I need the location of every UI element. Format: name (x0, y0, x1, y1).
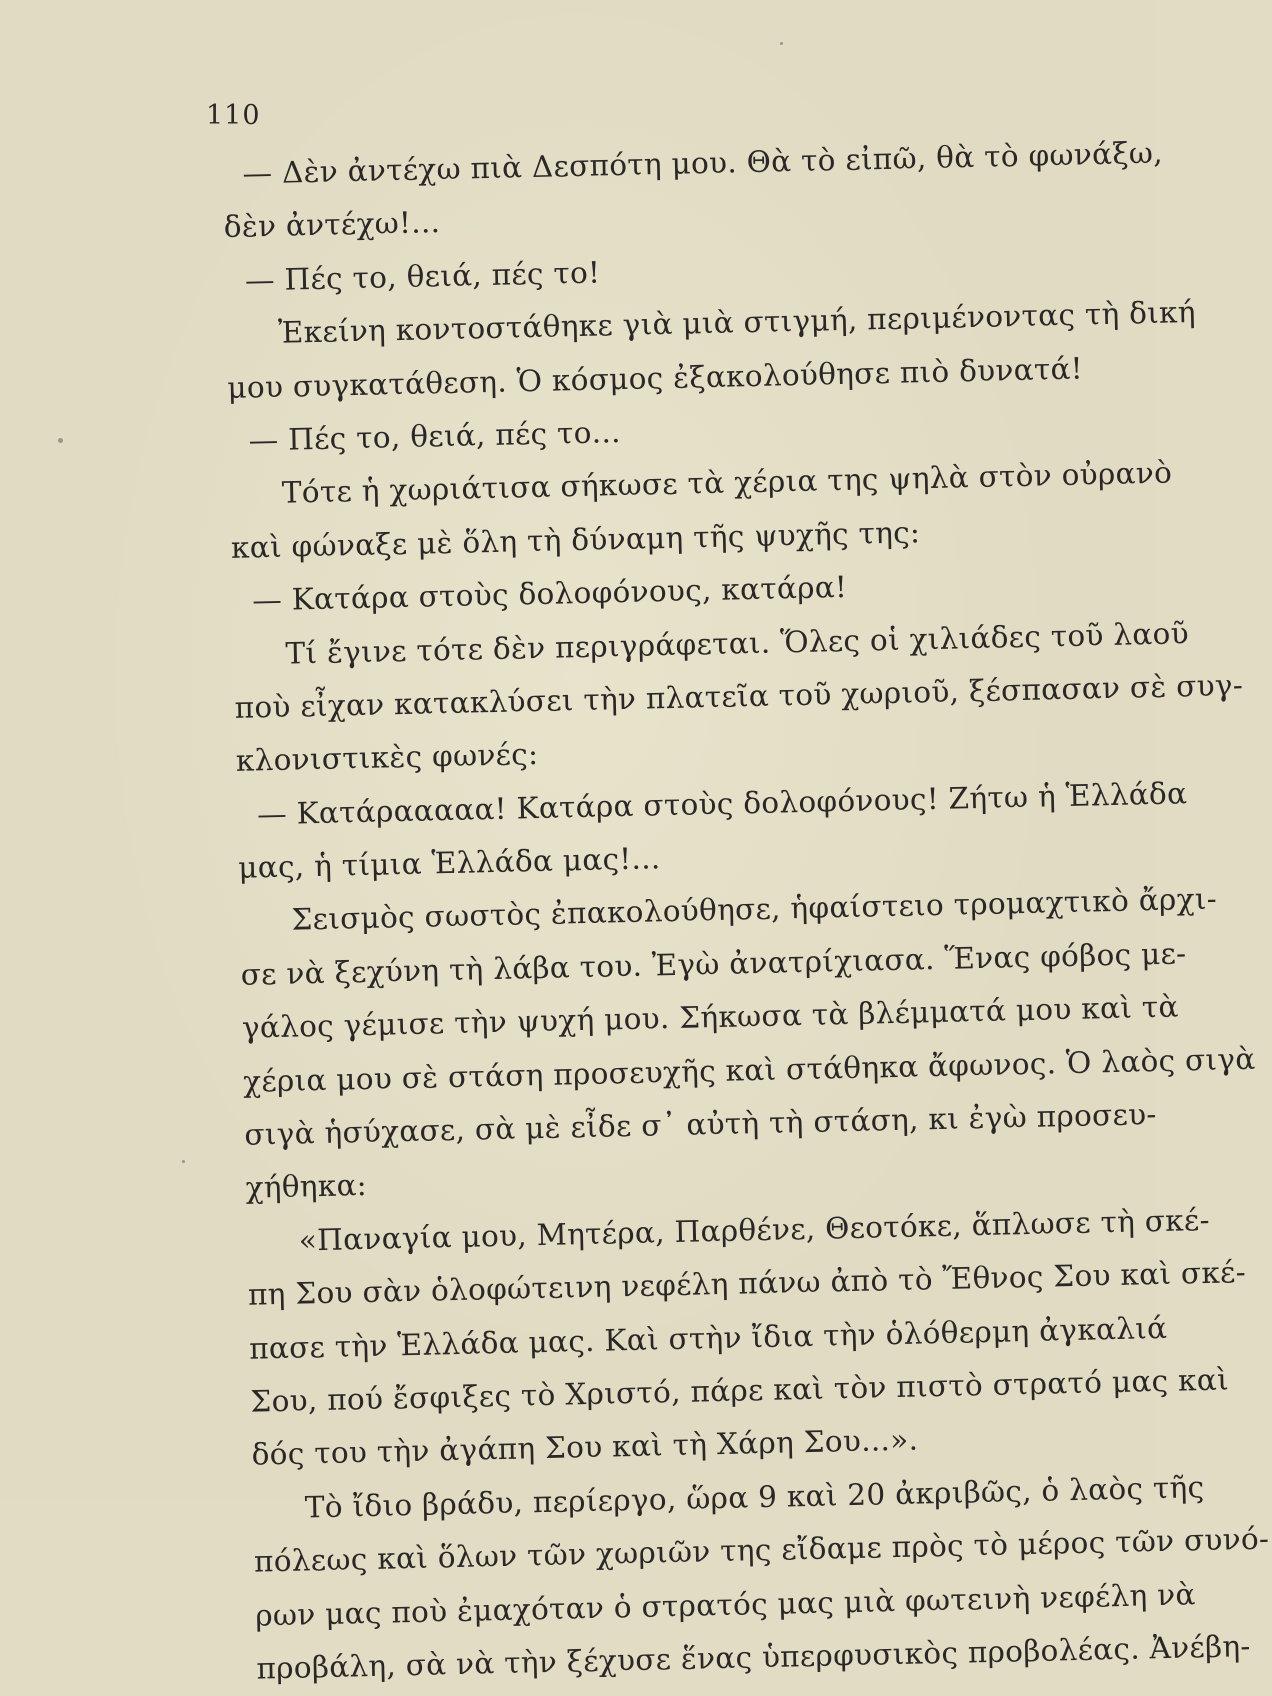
paper-speck (58, 438, 63, 443)
text-line: Τί ἔγινε τότε δὲν περιγράφεται. Ὅλες οἱ χιλιάδες τοῦ λαοῦ (285, 615, 1190, 671)
text-line: ποὺ εἶχαν κατακλύσει τὴν πλατεῖα τοῦ χωριοῦ, ξέσπασαν σὲ συγ- (234, 667, 1244, 725)
text-line: Τὸ ἴδιο βράδυ, περίεργο, ὥρα 9 καὶ 20 ἀκριβῶς, ὁ λαὸς τῆς (304, 1469, 1205, 1525)
text-line: Σου, πού ἔσφιξες τὸ Χριστό, πάρε καὶ τὸν πιστὸ στρατό μας καὶ (250, 1362, 1230, 1419)
paper-speck (182, 1160, 185, 1163)
text-line: μου συγκατάθεση. Ὁ κόσμος ἐξακολούθησε πιὸ δυνατά! (227, 351, 1084, 405)
text-line: δός του τὴν ἀγάπη Σου καὶ τὴ Χάρη Σου...». (251, 1422, 919, 1473)
text-line: — Πές το, θειά, πές το... (248, 414, 622, 458)
text-line: προβάλη, σὰ νὰ τὴν ξέχυσε ἕνας ὑπερφυσικὸς προβολέας. Ἀνέβη- (256, 1628, 1251, 1686)
page-number: 110 (206, 100, 261, 131)
text-line: καὶ φώναξε μὲ ὅλη τὴ δύναμη τῆς ψυχῆς της: (230, 514, 921, 565)
text-line: σε νὰ ξεχύνη τὴ λάβα του. Ἐγὼ ἀνατρίχιασα. Ἕνας φόβος με- (240, 936, 1187, 992)
text-line: Τότε ἡ χωριάτισα σήκωσε τὰ χέρια της ψηλὰ στὸν οὐρανὸ (281, 455, 1173, 511)
text-line: πόλεως καὶ ὅλων τῶν χωριῶν της εἴδαμε πρὸς τὸ μέρος τῶν συνό- (253, 1521, 1270, 1579)
body-text (222, 129, 1270, 1696)
text-line: πη Σου σὰν ὁλοφώτεινη νεφέλη πάνω ἀπὸ τὸ Ἔθνος Σου καὶ σκέ- (247, 1255, 1247, 1312)
text-line: μας, ἡ τίμια Ἑλλάδα μας!... (237, 841, 661, 885)
text-line: Ἐκείνη κοντοστάθηκε γιὰ μιὰ στιγμή, περιμένοντας τὴ δική (277, 295, 1197, 350)
text-line: χήθηκα: (245, 1168, 368, 1206)
text-line: Σεισμὸς σωστὸς ἐπακολούθησε, ἡφαίστειο τρομαχτικὸ ἄρχι- (291, 882, 1218, 938)
text-line: γάλος γέμισε τὴν ψυχή μου. Σήκωσα τὰ βλέμματά μου καὶ τὰ (241, 989, 1179, 1046)
text-line: — Κατάρα στοὺς δολοφόνους, κατάρα! (251, 570, 848, 618)
text-line: δὲν ἀντέχω!... (223, 205, 441, 245)
text-line: πασε τὴν Ἑλλάδα μας. Καὶ στὴν ἴδια τὴν ὁλόθερμη ἀγκαλιά (248, 1310, 1168, 1366)
text-line: σιγὰ ἡσύχασε, σὰ μὲ εἶδε σ᾿ αὐτὴ τὴ στάση, κι ἐγὼ προσευ- (244, 1097, 1157, 1152)
text-line: ρων μας ποὺ ἐμαχόταν ὁ στρατός μας μιὰ φωτεινὴ νεφέλη νὰ (254, 1576, 1197, 1633)
text-line: — Κατάρααααα! Κατάρα στοὺς δολοφόνους! Ζήτω ἡ Ἑλλάδα (256, 775, 1188, 832)
text-line: κλονιστικὲς φωνές: (235, 737, 539, 779)
text-line: χέρια μου σὲ στάση προσευχῆς καὶ στάθηκα ἄφωνος. Ὁ λαὸς σιγὰ (242, 1041, 1256, 1099)
text-line: «Παναγία μου, Μητέρα, Παρθένε, Θεοτόκε, ἅπλωσε τὴ σκέ- (298, 1202, 1211, 1258)
paper-speck (780, 42, 783, 45)
text-line: — Πές το, θειά, πές το! (244, 255, 601, 298)
text-line: — Δὲν ἀντέχω πιὰ Δεσπότη μου. Θὰ τὸ εἰπῶ, θὰ τὸ φωνάξω, (242, 135, 1164, 191)
